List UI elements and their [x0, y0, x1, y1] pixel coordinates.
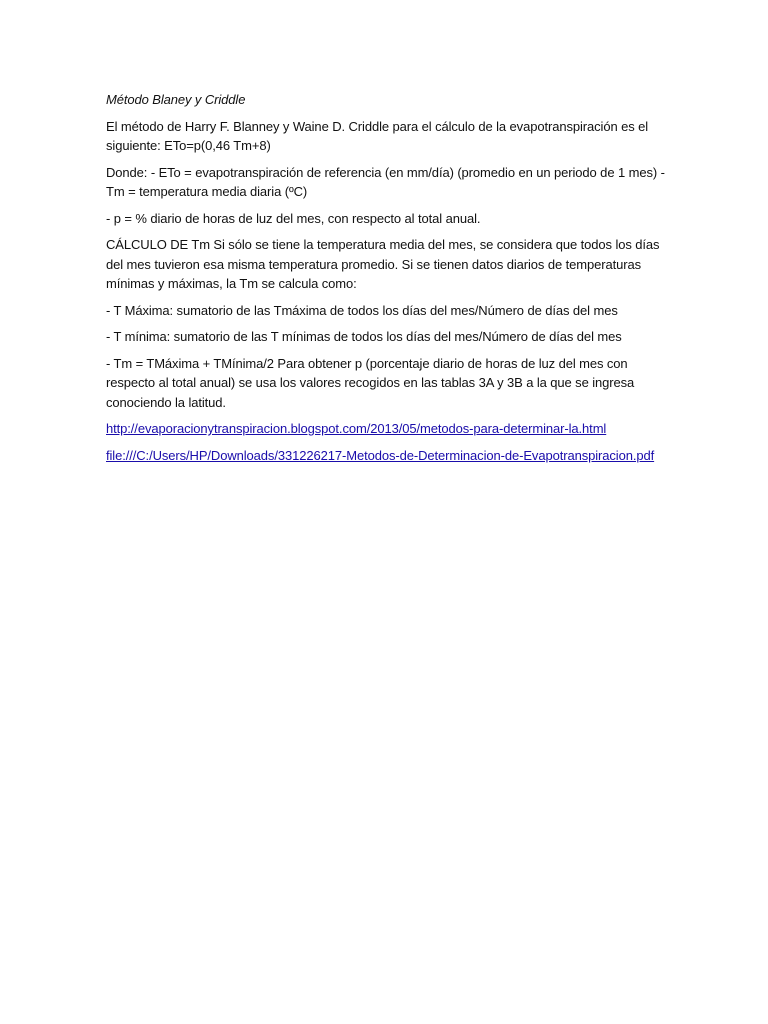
paragraph-tmax: - T Máxima: sumatorio de las Tmáxima de todos los días del mes/Número de días del mes — [106, 302, 618, 318]
paragraph-p-definition: - p = % diario de horas de luz del mes, con respecto al total anual. — [106, 210, 481, 226]
document-title: Método Blaney y Criddle — [106, 92, 246, 107]
paragraph-tm-calculation: CÁLCULO DE Tm Si sólo se tiene la temperatura media del mes, se considera que todos los días del mes tuvieron esa misma temperatura promedio. Si se tienen datos diarios de temperaturas mínimas y máximas, la Tm se calcula como: — [106, 237, 660, 291]
local-pdf-link[interactable]: file:///C:/Users/HP/Downloads/331226217-Metodos-de-Determinacion-de-Evapotranspiracion.pdf — [106, 447, 655, 463]
paragraph-tmin: - T mínima: sumatorio de las T mínimas de todos los días del mes/Número de días del mes — [106, 329, 622, 344]
document-page — [106, 90, 666, 472]
blogspot-link[interactable]: http://evaporacionytranspiracion.blogspot.com/2013/05/metodos-para-determinar-la.html — [106, 421, 607, 436]
paragraph-definitions: Donde: - ETo = evapotranspiración de referencia (en mm/día) (promedio en un periodo de 1 mes) - Tm = temperatura media diaria (ºC) — [106, 164, 665, 199]
paragraph-tm-formula: - Tm = TMáxima + TMínima/2 Para obtener p (porcentaje diario de horas de luz del mes con respecto al total anual) se usa los valores recogidos en las tablas 3A y 3B a la que se ingresa conociendo la latitud. — [106, 355, 635, 410]
paragraph-intro: El método de Harry F. Blanney y Waine D. Criddle para el cálculo de la evapotranspiración es el siguiente: ETo=p(0,46 Tm+8) — [106, 118, 649, 153]
